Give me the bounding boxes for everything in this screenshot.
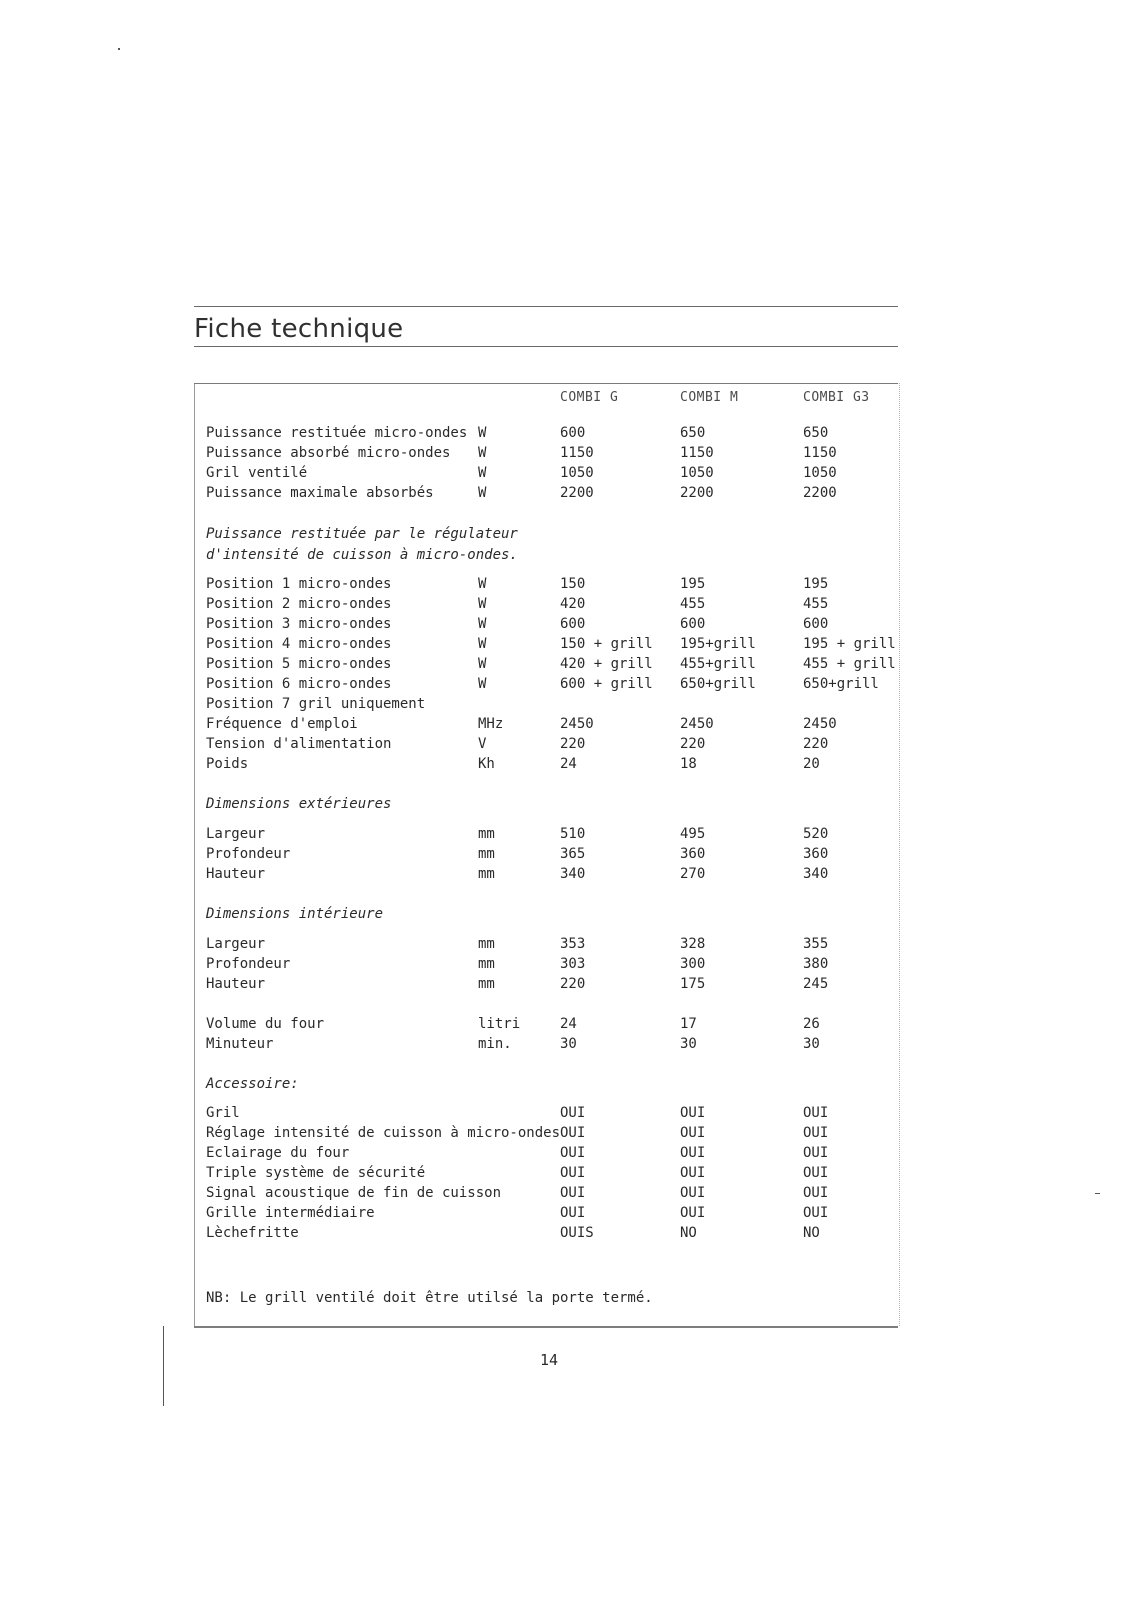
spec-value-col1: OUI xyxy=(560,1165,586,1181)
column-header-row xyxy=(0,390,1134,414)
spec-value-col3: 26 xyxy=(803,1016,820,1032)
spec-row xyxy=(0,734,1134,754)
spec-unit: W xyxy=(478,596,487,612)
spec-label: Position 1 micro-ondes xyxy=(206,576,392,592)
spec-label: Hauteur xyxy=(206,976,266,992)
spec-row xyxy=(0,443,1134,463)
spec-value-col3: OUI xyxy=(803,1185,829,1201)
spec-value-col2: 1150 xyxy=(680,445,714,461)
spec-value-col3: 355 xyxy=(803,936,829,952)
spec-value-col3: 220 xyxy=(803,736,829,752)
spec-label: Poids xyxy=(206,756,249,772)
spec-value-col1: 2450 xyxy=(560,716,594,732)
spec-unit: W xyxy=(478,656,487,672)
column-header: COMBI M xyxy=(680,390,739,405)
spec-value-col1: 1050 xyxy=(560,465,594,481)
spec-unit: min. xyxy=(478,1036,512,1052)
spec-row xyxy=(0,754,1134,774)
spec-unit: mm xyxy=(478,936,495,952)
spec-value-col1: 600 xyxy=(560,425,586,441)
spec-row xyxy=(0,674,1134,694)
spec-value-col2: NO xyxy=(680,1225,697,1241)
spec-value-col1: OUI xyxy=(560,1185,586,1201)
spec-value-col1: 340 xyxy=(560,866,586,882)
spec-value-col3: NO xyxy=(803,1225,820,1241)
spec-value-col2: OUI xyxy=(680,1205,706,1221)
spec-value-col1: 510 xyxy=(560,826,586,842)
spec-label: Profondeur xyxy=(206,846,291,862)
spec-value-col3: 340 xyxy=(803,866,829,882)
spec-value-col3: OUI xyxy=(803,1145,829,1161)
spec-value-col2: OUI xyxy=(680,1185,706,1201)
section-heading: Dimensions extérieures xyxy=(206,796,392,812)
spec-value-col2: 650+grill xyxy=(680,676,756,692)
spec-row xyxy=(0,954,1134,974)
spec-value-col3: 455 + grill xyxy=(803,656,896,672)
spec-value-col3: OUI xyxy=(803,1205,829,1221)
spec-value-col1: OUI xyxy=(560,1145,586,1161)
spec-row xyxy=(0,1143,1134,1163)
spec-label: Grille intermédiaire xyxy=(206,1205,375,1221)
spec-value-col2: 600 xyxy=(680,616,706,632)
spec-unit: mm xyxy=(478,956,495,972)
spec-label: Tension d'alimentation xyxy=(206,736,392,752)
spec-value-col1: 30 xyxy=(560,1036,577,1052)
spec-unit: W xyxy=(478,636,487,652)
spec-value-col3: 30 xyxy=(803,1036,820,1052)
spec-value-col1: 150 xyxy=(560,576,586,592)
spec-value-col1: 420 xyxy=(560,596,586,612)
spec-row xyxy=(0,1183,1134,1203)
spec-unit: mm xyxy=(478,826,495,842)
spec-value-col2: 30 xyxy=(680,1036,697,1052)
spec-row xyxy=(0,714,1134,734)
spec-row xyxy=(0,694,1134,714)
spec-value-col2: 2200 xyxy=(680,485,714,501)
spec-value-col3: OUI xyxy=(803,1105,829,1121)
spec-value-col1: 24 xyxy=(560,1016,577,1032)
spec-label: Eclairage du four xyxy=(206,1145,350,1161)
spec-row xyxy=(0,423,1134,443)
spec-value-col2: 175 xyxy=(680,976,706,992)
spec-row xyxy=(0,574,1134,594)
spec-value-col3: 520 xyxy=(803,826,829,842)
column-header: COMBI G xyxy=(560,390,619,405)
section-heading: Dimensions intérieure xyxy=(206,906,384,922)
spec-value-col1: 2200 xyxy=(560,485,594,501)
spec-row xyxy=(0,614,1134,634)
spec-label: Largeur xyxy=(206,826,266,842)
spec-label: Hauteur xyxy=(206,866,266,882)
spec-value-col3: 1150 xyxy=(803,445,837,461)
spec-unit: W xyxy=(478,465,487,481)
spec-value-col1: OUI xyxy=(560,1125,586,1141)
column-header: COMBI G3 xyxy=(803,390,870,405)
spec-value-col1: OUIS xyxy=(560,1225,594,1241)
spec-value-col3: 20 xyxy=(803,756,820,772)
spec-value-col2: 495 xyxy=(680,826,706,842)
spec-unit: MHz xyxy=(478,716,504,732)
spec-value-col3: OUI xyxy=(803,1165,829,1181)
spec-value-col3: 1050 xyxy=(803,465,837,481)
spec-value-col1: 600 xyxy=(560,616,586,632)
spec-unit: mm xyxy=(478,866,495,882)
spec-unit: mm xyxy=(478,846,495,862)
spec-value-col3: 195 xyxy=(803,576,829,592)
spec-row xyxy=(0,864,1134,884)
spec-value-col1: 150 + grill xyxy=(560,636,653,652)
spec-row xyxy=(0,974,1134,994)
page-title: Fiche technique xyxy=(194,314,404,344)
spec-value-col2: 220 xyxy=(680,736,706,752)
spec-value-col1: 220 xyxy=(560,976,586,992)
section-heading: Accessoire: xyxy=(206,1076,299,1092)
spec-value-col2: 195+grill xyxy=(680,636,756,652)
spec-value-col2: 1050 xyxy=(680,465,714,481)
spec-value-col2: 300 xyxy=(680,956,706,972)
spec-row xyxy=(0,634,1134,654)
spec-value-col2: 17 xyxy=(680,1016,697,1032)
spec-value-col3: 650 xyxy=(803,425,829,441)
spec-label: Largeur xyxy=(206,936,266,952)
spec-label: Minuteur xyxy=(206,1036,274,1052)
spec-row xyxy=(0,594,1134,614)
spec-value-col1: 600 + grill xyxy=(560,676,653,692)
spec-unit: litri xyxy=(478,1016,521,1032)
table-bottom-border xyxy=(194,1326,898,1328)
spec-value-col3: 195 + grill xyxy=(803,636,896,652)
spec-value-col2: 360 xyxy=(680,846,706,862)
spec-row xyxy=(0,1123,1134,1143)
spec-row xyxy=(0,463,1134,483)
spec-value-col1: 303 xyxy=(560,956,586,972)
page-number: 14 xyxy=(540,1351,559,1369)
spec-value-col1: 353 xyxy=(560,936,586,952)
title-underline xyxy=(194,346,898,347)
spec-value-col2: 455+grill xyxy=(680,656,756,672)
spec-label: Position 4 micro-ondes xyxy=(206,636,392,652)
spec-value-col3: 245 xyxy=(803,976,829,992)
spec-label: Puissance restituée micro-ondes xyxy=(206,425,468,441)
spec-value-col2: 195 xyxy=(680,576,706,592)
spec-value-col3: 2450 xyxy=(803,716,837,732)
spec-unit: W xyxy=(478,616,487,632)
spec-value-col1: 420 + grill xyxy=(560,656,653,672)
table-top-border xyxy=(194,383,898,384)
spec-value-col2: 455 xyxy=(680,596,706,612)
spec-label: Réglage intensité de cuisson à micro-ondes xyxy=(206,1125,561,1141)
spec-value-col1: 1150 xyxy=(560,445,594,461)
spec-label: Position 3 micro-ondes xyxy=(206,616,392,632)
spec-value-col2: OUI xyxy=(680,1125,706,1141)
spec-unit: W xyxy=(478,425,487,441)
spec-row xyxy=(0,1163,1134,1183)
spec-row xyxy=(0,1034,1134,1054)
spec-value-col3: 650+grill xyxy=(803,676,879,692)
spec-value-col3: 455 xyxy=(803,596,829,612)
spec-row xyxy=(0,824,1134,844)
spec-row xyxy=(0,1223,1134,1243)
nb-note: NB: Le grill ventilé doit être utilsé la porte termé. xyxy=(206,1290,653,1306)
spec-label: Position 5 micro-ondes xyxy=(206,656,392,672)
spec-value-col3: 380 xyxy=(803,956,829,972)
spec-value-col2: 328 xyxy=(680,936,706,952)
spec-unit: W xyxy=(478,485,487,501)
section-heading: Puissance restituée par le régulateur xyxy=(206,526,518,542)
spec-label: Gril xyxy=(206,1105,240,1121)
spec-unit: W xyxy=(478,676,487,692)
section-heading: d'intensité de cuisson à micro-ondes. xyxy=(206,547,518,563)
spec-row xyxy=(0,654,1134,674)
spec-value-col3: 600 xyxy=(803,616,829,632)
spec-value-col2: OUI xyxy=(680,1105,706,1121)
spec-label: Signal acoustique de fin de cuisson xyxy=(206,1185,502,1201)
spec-value-col1: OUI xyxy=(560,1205,586,1221)
spec-label: Fréquence d'emploi xyxy=(206,716,358,732)
spec-unit: mm xyxy=(478,976,495,992)
top-rule xyxy=(194,306,898,307)
spec-row xyxy=(0,1203,1134,1223)
spec-value-col2: 650 xyxy=(680,425,706,441)
spec-label: Profondeur xyxy=(206,956,291,972)
stray-dot xyxy=(118,48,120,50)
spec-label: Triple système de sécurité xyxy=(206,1165,426,1181)
spec-label: Puissance maximale absorbés xyxy=(206,485,434,501)
spec-unit: V xyxy=(478,736,487,752)
spec-value-col3: 2200 xyxy=(803,485,837,501)
spec-value-col2: OUI xyxy=(680,1145,706,1161)
spec-label: Gril ventilé xyxy=(206,465,308,481)
spec-value-col1: 24 xyxy=(560,756,577,772)
spec-label: Puissance absorbé micro-ondes xyxy=(206,445,451,461)
spec-label: Position 6 micro-ondes xyxy=(206,676,392,692)
spec-value-col3: OUI xyxy=(803,1125,829,1141)
spec-value-col2: OUI xyxy=(680,1165,706,1181)
spec-value-col2: 18 xyxy=(680,756,697,772)
spec-value-col1: 220 xyxy=(560,736,586,752)
spec-row xyxy=(0,844,1134,864)
spec-value-col1: OUI xyxy=(560,1105,586,1121)
spec-row xyxy=(0,934,1134,954)
spec-label: Position 7 gril uniquement xyxy=(206,696,426,712)
spec-row xyxy=(0,483,1134,503)
spec-unit: W xyxy=(478,445,487,461)
spec-value-col3: 360 xyxy=(803,846,829,862)
spec-value-col1: 365 xyxy=(560,846,586,862)
spec-unit: Kh xyxy=(478,756,495,772)
spec-row xyxy=(0,1103,1134,1123)
spec-row xyxy=(0,1014,1134,1034)
spec-value-col2: 270 xyxy=(680,866,706,882)
spec-label: Lèchefritte xyxy=(206,1225,299,1241)
margin-mark xyxy=(163,1326,164,1406)
spec-value-col2: 2450 xyxy=(680,716,714,732)
spec-label: Volume du four xyxy=(206,1016,325,1032)
spec-label: Position 2 micro-ondes xyxy=(206,596,392,612)
stray-dot xyxy=(1095,1193,1100,1194)
spec-unit: W xyxy=(478,576,487,592)
